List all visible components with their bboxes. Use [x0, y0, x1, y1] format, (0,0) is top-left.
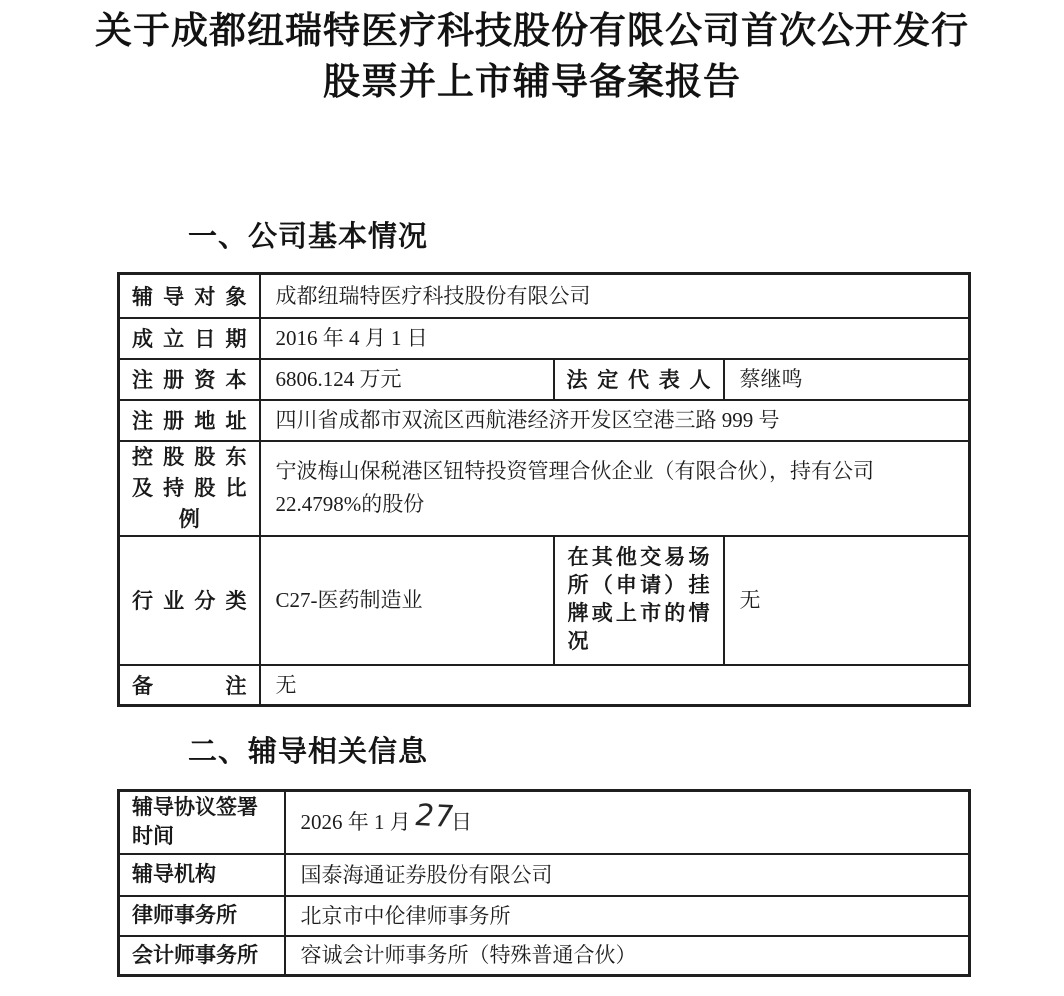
label-text: 法 定 代 表 人 — [566, 369, 711, 392]
label-text: 备 注 — [132, 674, 247, 698]
table-row — [119, 400, 970, 441]
value-cell-law-firm: 北京市中伦律师事务所 — [285, 896, 970, 936]
document-title — [0, 6, 1064, 108]
label-cell-other-listing-status: 在其他交易场所（申请）挂牌或上市的情况 — [554, 536, 724, 665]
label-cell-remarks — [119, 665, 260, 706]
label-text: 成 立 日 期 — [132, 328, 247, 351]
label-text: 注 册 资 本 — [132, 369, 247, 392]
document-title-line2: 股票并上市辅导备案报告 — [323, 62, 741, 103]
table-row — [119, 274, 970, 318]
label-cell-industry-classification — [119, 536, 260, 665]
label-cell-guidance-institution: 辅导机构 — [119, 854, 285, 896]
section-heading-guidance-info: 二、辅导相关信息 — [188, 736, 429, 768]
label-text: 辅 导 对 象 — [132, 285, 247, 309]
label-cell-guidance-target — [119, 274, 260, 318]
table-row — [119, 665, 970, 706]
table-row — [119, 854, 970, 896]
label-cell-registered-address — [119, 400, 260, 441]
label-text: 注 册 地 址 — [132, 410, 247, 433]
label-text-line2: 及 持 股 比 — [132, 476, 247, 500]
value-cell-remarks: 无 — [260, 665, 970, 706]
value-cell-legal-representative: 蔡继鸣 — [724, 359, 970, 400]
label-text-line1: 控 股 股 东 — [132, 445, 247, 469]
value-cell-controlling-shareholder: 宁波梅山保税港区钮特投资管理合伙企业（有限合伙），持有公司22.4798%的股份 — [260, 441, 970, 536]
value-cell-registered-capital: 6806.124 万元 — [260, 359, 554, 400]
label-text-line3: 例 — [178, 507, 200, 531]
document-title-line1: 关于成都纽瑞特医疗科技股份有限公司首次公开发行 — [95, 11, 969, 52]
table-row — [119, 936, 970, 976]
value-cell-guidance-institution: 国泰海通证券股份有限公司 — [285, 854, 970, 896]
table-row — [119, 791, 970, 854]
label-cell-agreement-signing-time: 辅导协议签署时间 — [119, 791, 285, 854]
value-cell-guidance-target: 成都纽瑞特医疗科技股份有限公司 — [260, 274, 970, 318]
section-heading-company-info: 一、公司基本情况 — [188, 221, 429, 253]
label-text: 行 业 分 类 — [132, 590, 247, 613]
value-cell-accounting-firm: 容诚会计师事务所（特殊普通合伙） — [285, 936, 970, 976]
table-row — [119, 536, 970, 665]
date-printed-prefix: 2026 年 1 月 — [300, 810, 411, 835]
date-printed-suffix: 日 — [450, 810, 472, 835]
value-cell-industry-classification: C27-医药制造业 — [260, 536, 554, 665]
value-cell-establishment-date: 2016 年 4 月 1 日 — [260, 318, 970, 359]
date-handwritten-day: 27 — [411, 798, 457, 836]
table-row — [119, 441, 970, 536]
label-cell-registered-capital — [119, 359, 260, 400]
value-cell-registered-address: 四川省成都市双流区西航港经济开发区空港三路 999 号 — [260, 400, 970, 441]
label-cell-controlling-shareholder — [119, 441, 260, 536]
label-cell-accounting-firm: 会计师事务所 — [119, 936, 285, 976]
label-cell-establishment-date — [119, 318, 260, 359]
table-row — [119, 359, 970, 400]
label-cell-legal-representative — [554, 359, 724, 400]
company-info-table — [117, 272, 971, 707]
table-row — [119, 318, 970, 359]
label-cell-law-firm: 律师事务所 — [119, 896, 285, 936]
guidance-info-table — [117, 789, 971, 977]
value-cell-other-listing-status: 无 — [724, 536, 970, 665]
table-row — [119, 896, 970, 936]
value-cell-agreement-signing-time — [285, 791, 970, 854]
